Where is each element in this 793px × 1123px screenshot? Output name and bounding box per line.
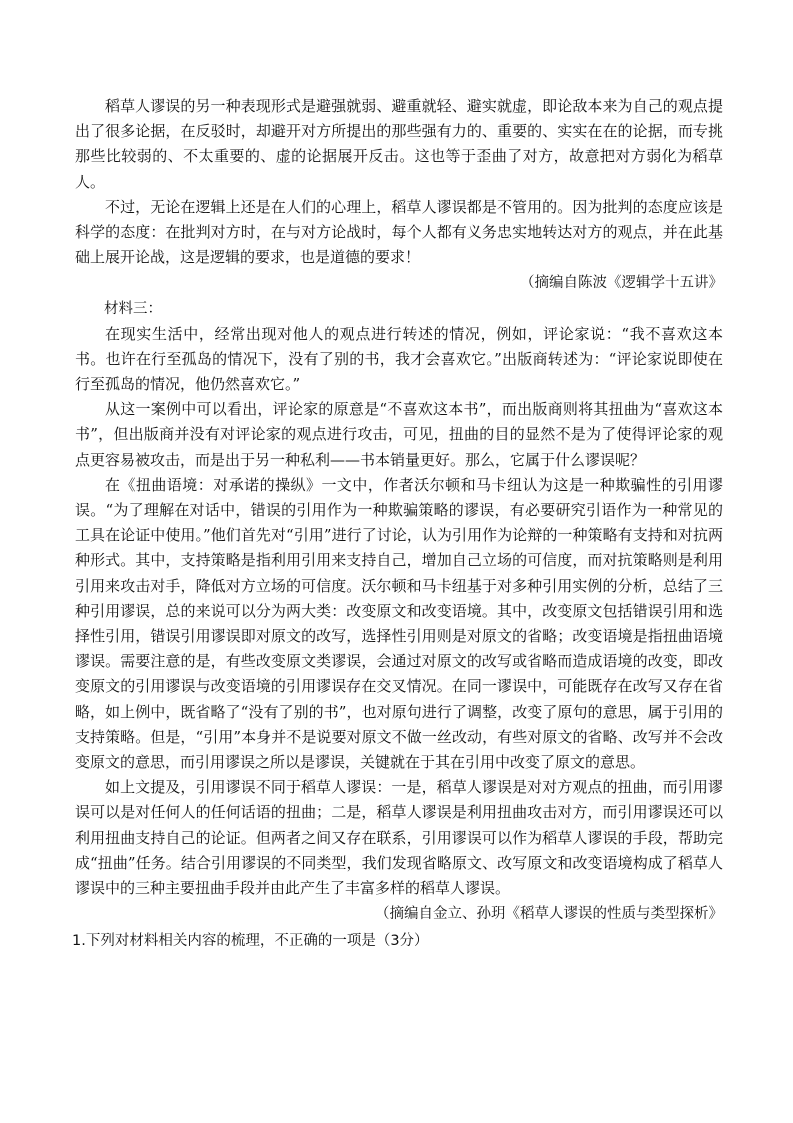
- body-paragraph: 稻草人谬误的另一种表现形式是避强就弱、避重就轻、避实就虚，即论敌本来为自己的观点提出了很多论据，在反驳时，却避开对方所提出的那些强有力的、重要的、实实在在的论据，而专挑那些比较弱的、不太重要的、虚的论据展开反击。这也等于歪曲了对方，故意把对方弱化为稻草人。: [75, 97, 723, 191]
- body-paragraph: 在现实生活中，经常出现对他人的观点进行转述的情况，例如，评论家说：“我不喜欢这本书。也许在行至孤岛的情况下，没有了别的书，我才会喜欢它。”出版商转述为：“评论家说即使在行至孤岛的情况，他仍然喜欢它。”: [75, 324, 723, 394]
- source-citation: （摘编自陈波《逻辑学十五讲》: [520, 275, 723, 292]
- document-page: [72, 94, 723, 954]
- body-paragraph: 从这一案例中可以看出，评论家的原意是“不喜欢这本书”，而出版商则将其扭曲为“喜欢这本书”，但出版商并没有对评论家的观点进行攻击，可见，扭曲的目的显然不是为了使得评论家的观点更容易被攻击，而是出于另一种私利——书本销量更好。那么，它属于什么谬误呢？: [75, 400, 723, 469]
- question-stem: 1.下列对材料相关内容的梳理，不正确的一项是（3分）: [72, 932, 429, 949]
- section-heading: 材料三：: [104, 300, 162, 317]
- body-paragraph: 不过，无论在逻辑上还是在人们的心理上，稻草人谬误都是不管用的。因为批判的态度应该是科学的态度：在批判对方时，在与对方论战时，每个人都有义务忠实地转达对方的观点，并在此基础上展开论战，这是逻辑的要求，也是道德的要求！: [75, 197, 723, 267]
- source-citation: （摘编自金立、孙玥《稻草人谬误的性质与类型探析》: [375, 906, 723, 923]
- body-paragraph: 在《扭曲语境：对承诺的操纵》一文中，作者沃尔顿和马卡纽认为这是一种欺骗性的引用谬误。“为了理解在对话中，错误的引用作为一种欺骗策略的谬误，有必要研究引语作为一种常见的工具在论证中使用。”他们首先对“引用”进行了讨论，认为引用作为论辩的一种策略有支持和对抗两种形式。其中，支持策略是指利用引用来支持自己，增加自己立场的可信度，而对抗策略则是利用引用来攻击对手，降低对方立场的可信度。沃尔顿和马卡纽基于对多种引用实例的分析，总结了三种引用谬误，总的来说可以分为两大类：改变原文和改变语境。其中，改变原文包括错误引用和选择性引用，错误引用谬误即对原文的改写，选择性引用则是对原文的省略；改变语境是指扭曲语境谬误。需要注意的是，有些改变原文类谬误，会通过对原文的改写或省略而造成语境的改变，即改变原文的引用谬误与改变语境的引用谬误存在交叉情况。在同一谬误中，可能既存在改写又存在省略，如上例中，既省略了“没有了别的书”，也对原句进行了调整，改变了原句的意思，属于引用的支持策略。但是，“引用”本身并不是说要对原文不做一丝改动，有些对原文的省略、改写并不会改变原文的意思，而引用谬误之所以是谬误，关键就在于其在引用中改变了原文的意思。: [75, 475, 723, 772]
- body-paragraph: 如上文提及，引用谬误不同于稻草人谬误：一是，稻草人谬误是对对方观点的扭曲，而引用谬误可以是对任何人的任何话语的扭曲；二是，稻草人谬误是利用扭曲攻击对方，而引用谬误还可以利用扭曲支持自己的论证。但两者之间又存在联系，引用谬误可以作为稻草人谬误的手段，帮助完成“扭曲”任务。结合引用谬误的不同类型，我们发现省略原文、改写原文和改变语境构成了稻草人谬误中的三种主要扭曲手段并由此产生了丰富多样的稻草人谬误。: [75, 778, 723, 898]
